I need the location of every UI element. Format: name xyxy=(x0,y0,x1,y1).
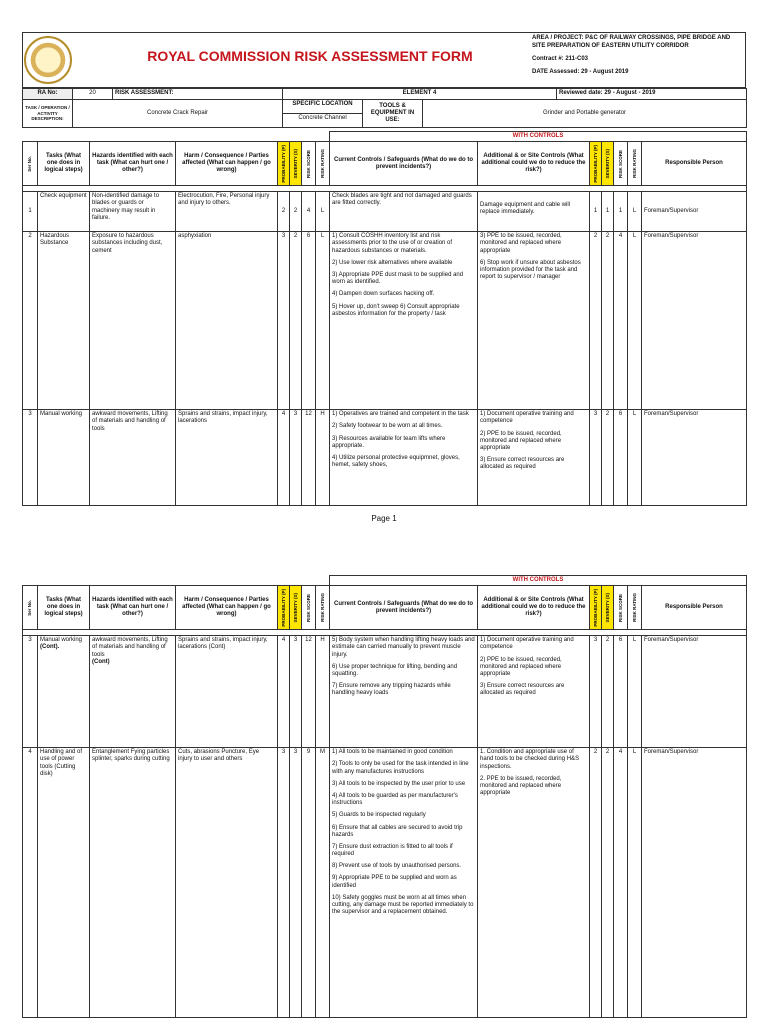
residual-rating2: L xyxy=(628,192,642,232)
task-cell xyxy=(38,748,90,1018)
table-header-2 xyxy=(23,576,747,636)
table-row xyxy=(23,748,747,1018)
control-item: 4) Utilize personal protective equipmnet, gloves, hemet, safety shoes, xyxy=(332,454,460,469)
additional-control-item: 3) Ensure correct resources are allocated as required xyxy=(480,683,565,697)
reviewed-date: Reviewed date: 29 - August - 2019 xyxy=(557,89,747,100)
task-continued: (Cont). xyxy=(40,644,60,651)
hazard-text: Entanglement Fying particles splinter, sparks during cutting xyxy=(92,749,170,763)
col-severity: SEVERITY (S) xyxy=(292,592,298,623)
col-risk-score: RISK SCORE xyxy=(305,149,311,178)
col-harm: Harm / Consequence / Parties affected (What can happen / go wrong) xyxy=(176,586,278,630)
control-item: 8) Prevent use of tools by unauthorised persons. xyxy=(332,863,462,870)
residual-p2: 2 xyxy=(590,748,602,1018)
form-title: ROYAL COMMISSION RISK ASSESSMENT FORM xyxy=(147,48,473,64)
risk-score: 12 xyxy=(302,410,316,506)
residual-s2: 2 xyxy=(602,748,614,1018)
responsible-person: Foreman/Supervisor xyxy=(642,636,747,748)
responsible-person: Foreman/Supervisor xyxy=(642,748,747,1018)
hazard-continued: (Cont) xyxy=(92,658,110,665)
risk-s: 2 xyxy=(290,192,302,232)
hazard-cell xyxy=(90,410,176,506)
area-project: AREA / PROJECT: P&C OF RAILWAY CROSSINGS, PIPE BRIDGE AND SITE PREPARATION OF EASTERN UTILITY CORRIDOR xyxy=(532,35,731,50)
col-additional: Additional & or Site Controls (What additional could we do to reduce the risk?) xyxy=(478,142,590,186)
additional-control-item: 3) Ensure correct resources are allocated as required xyxy=(480,457,565,471)
col-severity-2: SEVERITY (S) xyxy=(604,592,610,623)
royal-commission-seal-icon xyxy=(24,36,72,84)
col-additional: Additional & or Site Controls (What additional could we do to reduce the risk?) xyxy=(478,586,590,630)
col-controls: Current Controls / Safeguards (What do we do to prevent incidents?) xyxy=(330,586,478,630)
harm-cell: Sprains and strains, impact injury, lacerations (Cont) xyxy=(176,636,278,748)
table-body xyxy=(23,192,747,506)
table-row xyxy=(23,410,747,506)
risk-rating: L xyxy=(316,192,330,232)
risk-table-page-2 xyxy=(22,575,747,1018)
residual-p2: 3 xyxy=(590,410,602,506)
residual-score2: 4 xyxy=(614,748,628,1018)
ser-no: 4 xyxy=(23,748,38,1018)
table-row xyxy=(23,192,747,232)
residual-s2: 2 xyxy=(602,636,614,748)
control-item: 1) Consult COSHH inventory list and risk assessments prior to the use of or creation of hazardous substances or materials. xyxy=(332,233,453,254)
control-item: 5) Body system when handling lifting heavy loads and estimate can carried manually to prevent muscle injury. xyxy=(332,637,475,658)
with-controls-label: WITH CONTROLS xyxy=(330,132,747,142)
col-ser-no: Ser No. xyxy=(27,155,33,172)
element-label: ELEMENT 4 xyxy=(283,89,557,100)
col-probability-2: PROBABILITY (P) xyxy=(592,144,598,183)
risk-score: 9 xyxy=(302,748,316,1018)
table-row xyxy=(23,232,747,410)
tools-label: TOOLS & EQUIPMENT IN USE: xyxy=(363,100,423,128)
additional-controls-cell xyxy=(478,410,590,506)
col-controls: Current Controls / Safeguards (What do we do to prevent incidents?) xyxy=(330,142,478,186)
controls-cell xyxy=(330,636,478,748)
residual-s2: 2 xyxy=(602,410,614,506)
col-risk-rating: RISK RATING xyxy=(319,149,325,179)
harm-cell: Cuts, abrasions Puncture, Eye injury to user and others xyxy=(176,748,278,1018)
col-risk-rating-2: RISK RATING xyxy=(631,149,637,179)
col-harm: Harm / Consequence / Parties affected (What can happen / go wrong) xyxy=(176,142,278,186)
controls-cell xyxy=(330,748,478,1018)
control-item: 4) Dampen down surfaces hacking off. xyxy=(332,291,435,298)
task-description-value: Concrete Crack Repair xyxy=(73,100,283,128)
harm-cell: Electrocution, Fire, Personal injury and injury to others. xyxy=(176,192,278,232)
col-risk-rating-2: RISK RATING xyxy=(631,593,637,623)
task-cell xyxy=(38,636,90,748)
controls-cell xyxy=(330,192,478,232)
col-ser-no: Ser No. xyxy=(27,599,33,616)
table-body-2 xyxy=(23,636,747,1018)
responsible-person: Foreman/Supervisor xyxy=(642,410,747,506)
residual-score2: 6 xyxy=(614,410,628,506)
residual-rating2: L xyxy=(628,410,642,506)
control-item: 5) Hover up, don't sweep 6) Consult appropriate asbestos information for the property / task xyxy=(332,303,460,317)
ser-no: 3 xyxy=(23,410,38,506)
table-row xyxy=(23,636,747,748)
col-severity-2: SEVERITY (S) xyxy=(604,148,610,179)
task-cell xyxy=(38,410,90,506)
residual-s2: 2 xyxy=(602,232,614,410)
residual-p2: 2 xyxy=(590,232,602,410)
col-hazards: Hazards identified with each task (What can hurt one / other?) xyxy=(90,586,176,630)
controls-cell xyxy=(330,410,478,506)
residual-rating2: L xyxy=(628,232,642,410)
hazard-text: awkward movements, Lifting of materials and handling of tools xyxy=(92,411,168,432)
risk-s: 3 xyxy=(290,410,302,506)
location-label: SPECIFIC LOCATION xyxy=(283,100,363,114)
col-risk-score-2: RISK SCORE xyxy=(617,149,623,178)
risk-table-page-1 xyxy=(22,131,747,506)
table-header xyxy=(23,132,747,192)
residual-rating2: L xyxy=(628,636,642,748)
controls-cell xyxy=(330,232,478,410)
col-risk-score: RISK SCORE xyxy=(305,593,311,622)
risk-rating: H xyxy=(316,636,330,748)
additional-control-item: 1. Condition and appropriate use of hand tools to be checked during H&S inspections. xyxy=(480,749,580,770)
control-item: 5) Guards to be inspected regularly xyxy=(332,812,426,819)
control-item: 10) Safety goggles must be worn at all times when cutting, any damage must be reported immediately to the supervisor and a replacement obtained. xyxy=(332,894,474,916)
control-item: 1) All tools to be maintained in good condition xyxy=(332,749,453,756)
project-info xyxy=(532,34,744,81)
control-item: 9) Appropriate PPE to be supplied and worn as identified xyxy=(332,875,457,889)
residual-rating2: L xyxy=(628,748,642,1018)
additional-control-item: 2) PPE to be issued, recorded, monitored and replaced where appropriate xyxy=(480,656,562,677)
hazard-cell xyxy=(90,192,176,232)
risk-rating: M xyxy=(316,748,330,1018)
hazard-cell xyxy=(90,636,176,748)
additional-control-item: 1) Document operative training and competence xyxy=(480,637,574,651)
meta-table xyxy=(22,88,747,128)
col-probability-2: PROBABILITY (P) xyxy=(592,588,598,627)
control-item: 7) Ensure remove any tripping hazards while handling heavy loads xyxy=(332,683,451,697)
control-item: 1) Operatives are trained and competent in the task xyxy=(332,411,469,418)
harm-cell: asphyxiation xyxy=(176,232,278,410)
control-item: 7) Ensure dust extraction is fitted to all tools if required xyxy=(332,843,453,858)
hazard-cell xyxy=(90,748,176,1018)
risk-assessment-label: RISK ASSESSMENT: xyxy=(113,89,283,100)
additional-controls-cell xyxy=(478,232,590,410)
additional-control-item: 2. PPE to be issued, recorded, monitored and replaced where appropriate xyxy=(480,775,562,797)
task-text: Check equipment xyxy=(40,193,87,200)
residual-score2: 4 xyxy=(614,232,628,410)
control-item: 6) Ensure that all cables are secured to avoid trip hazards xyxy=(332,824,463,838)
control-item: Check blades are tight and not damaged and guards are fitted correctly. xyxy=(332,193,472,207)
contract-number: Contract #: 211-C03 xyxy=(532,56,589,63)
additional-controls-cell xyxy=(478,192,590,232)
col-risk-score-2: RISK SCORE xyxy=(617,593,623,622)
control-item: 2) Use lower risk alternatives where available xyxy=(332,259,453,266)
residual-score2: 6 xyxy=(614,636,628,748)
residual-p2: 1 xyxy=(590,192,602,232)
task-cell xyxy=(38,192,90,232)
ser-no: 2 xyxy=(23,232,38,410)
additional-controls-cell xyxy=(478,748,590,1018)
risk-rating: L xyxy=(316,232,330,410)
col-probability: PROBABILITY (P) xyxy=(280,588,286,627)
risk-p: 3 xyxy=(278,748,290,1018)
control-item: 4) All tools to be guarded as per manufacturer's instructions xyxy=(332,792,458,807)
ser-no: 1 xyxy=(23,192,38,232)
col-probability: PROBABILITY (P) xyxy=(280,144,286,183)
additional-control-item: Damage equipment and cable will replace immediately. xyxy=(480,202,571,216)
ra-no-value: 20 xyxy=(73,89,113,100)
task-text: Manual working xyxy=(40,637,83,644)
col-hazards: Hazards identified with each task (What can hurt one / other?) xyxy=(90,142,176,186)
location-value: Concrete Channel xyxy=(283,114,363,128)
task-text: Hazardous Substance xyxy=(40,233,70,247)
col-responsible: Responsible Person xyxy=(642,142,747,186)
residual-p2: 3 xyxy=(590,636,602,748)
responsible-person: Foreman/Supervisor xyxy=(642,192,747,232)
risk-p: 2 xyxy=(278,192,290,232)
hazard-cell xyxy=(90,232,176,410)
additional-control-item: 1) Document operative training and competence xyxy=(480,411,574,425)
tools-value: Grinder and Portable generator xyxy=(423,100,747,128)
responsible-person: Foreman/Supervisor xyxy=(642,232,747,410)
with-controls-label: WITH CONTROLS xyxy=(330,576,747,586)
risk-score: 12 xyxy=(302,636,316,748)
page-label: Page 1 xyxy=(371,514,397,523)
residual-score2: 1 xyxy=(614,192,628,232)
task-description-label: TASK / OPERATION / ACTIVITY DESCRIPTION: xyxy=(23,100,73,128)
control-item: 6) Use proper technique for lifting, bending and squatting. xyxy=(332,663,458,677)
risk-p: 3 xyxy=(278,232,290,410)
additional-control-item: 3) PPE to be issued, recorded, monitored and replaced where appropriate xyxy=(480,233,562,254)
task-text: Manual working xyxy=(40,411,83,418)
risk-score: 4 xyxy=(302,192,316,232)
col-severity: SEVERITY (S) xyxy=(292,148,298,179)
task-cell xyxy=(38,232,90,410)
control-item: 3) All tools to be inspected by the user prior to use xyxy=(332,780,466,787)
hazard-text: Non-identified damage to blades or guards or machinery may result in failure. xyxy=(92,193,160,221)
risk-p: 4 xyxy=(278,636,290,748)
additional-controls-cell xyxy=(478,636,590,748)
control-item: 2) Safety footwear to be worn at all times. xyxy=(332,423,443,430)
col-risk-rating: RISK RATING xyxy=(319,593,325,623)
task-text: Handling and of use of power tools (Cutting disk) xyxy=(40,749,83,777)
control-item: 2) Tools to only be used for the task intended in line with any manufactures instructions xyxy=(332,761,469,775)
hazard-text: Exposure to hazardous substances including dust, cement xyxy=(92,233,163,254)
risk-p: 4 xyxy=(278,410,290,506)
date-assessed: DATE Assessed: 29 - August 2019 xyxy=(532,69,629,76)
risk-s: 3 xyxy=(290,748,302,1018)
ra-no-label: RA No: xyxy=(23,89,73,100)
col-tasks: Tasks (What one does in logical steps) xyxy=(38,586,90,630)
risk-s: 2 xyxy=(290,232,302,410)
col-responsible: Responsible Person xyxy=(642,586,747,630)
additional-control-item: 2) PPE to be issued, recorded, monitored and replaced where appropriate xyxy=(480,430,562,451)
control-item: 3) Resources available for team lifts where appropriate. xyxy=(332,435,446,449)
risk-score: 6 xyxy=(302,232,316,410)
ser-no: 3 xyxy=(23,636,38,748)
hazard-text: awkward movements, Lifting of materials and handling of tools xyxy=(92,637,168,658)
harm-cell: Sprains and strains, impact injury, lacerations xyxy=(176,410,278,506)
additional-control-item: 6) Stop work if unsure about asbestos information provided for the task and report to supervisor / manager xyxy=(480,259,581,281)
risk-rating: H xyxy=(316,410,330,506)
control-item: 3) Appropriate PPE dust mask to be supplied and worn as identified. xyxy=(332,271,464,286)
residual-s2: 1 xyxy=(602,192,614,232)
risk-s: 3 xyxy=(290,636,302,748)
col-tasks: Tasks (What one does in logical steps) xyxy=(38,142,90,186)
